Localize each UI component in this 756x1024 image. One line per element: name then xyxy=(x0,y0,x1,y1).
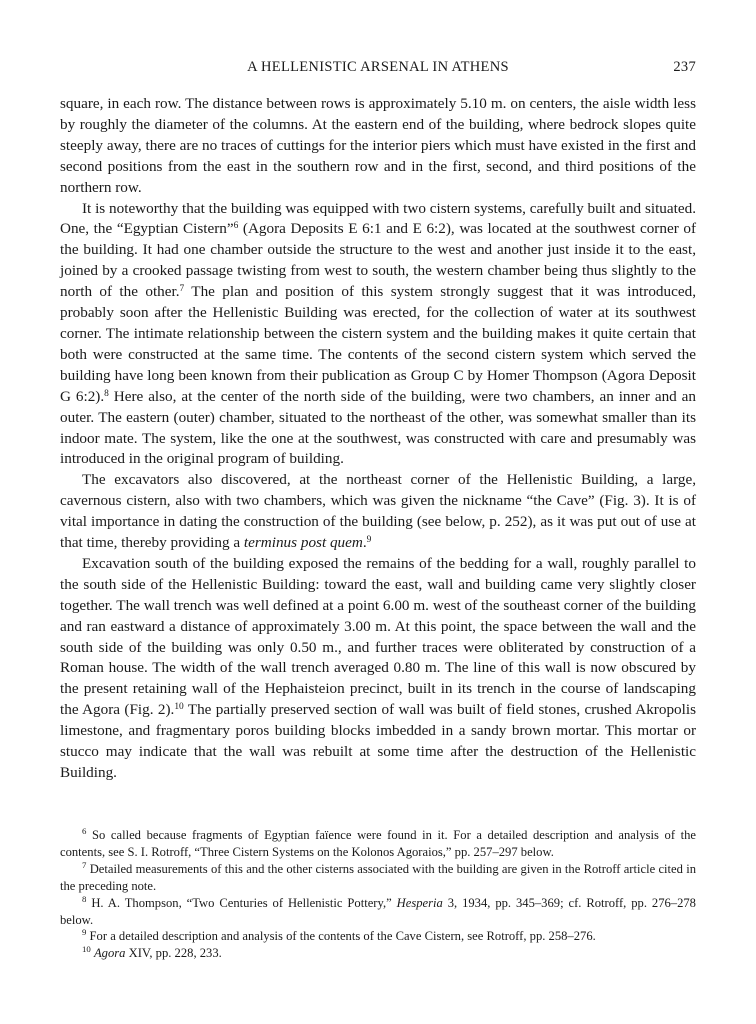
text-run: It is noteworthy that the building was equipped with two cistern systems, carefully built and situated. One, the “Egyptian Cistern” xyxy=(60,199,696,238)
italic-text: terminus post quem xyxy=(243,534,363,552)
text-run: So called because fragments of Egyptian faïence were found in it. For a detailed description and analysis of the contents, see S. I. Rotroff, “Three Cistern Systems on the Kolonos Agoraios,” pp. 257–297 below. xyxy=(60,828,696,859)
paragraph xyxy=(60,94,696,199)
footnote xyxy=(60,895,696,929)
footnote-marker: 6 xyxy=(82,826,87,837)
italic-text: Hesperia xyxy=(396,895,443,910)
text-run: (Agora Deposits E 6:1 and E 6:2), was located at the southwest corner of the building. It had one chamber outside the structure to the west and another just inside it to the east, joined by a crooked passage twisting from west to south, the western chamber being thus slightly to the north of the other. xyxy=(60,220,696,301)
running-header xyxy=(60,59,696,79)
footnotes xyxy=(60,827,696,962)
footnote-marker: 6 xyxy=(233,221,239,232)
footnote-marker: 10 xyxy=(174,702,184,713)
footnote-marker: 10 xyxy=(82,944,91,955)
paragraph xyxy=(60,199,696,471)
text-run: For a detailed description and analysis of the contents of the Cave Cistern, see Rotroff, pp. 258–276. xyxy=(86,929,596,944)
running-title: A HELLENISTIC ARSENAL IN ATHENS xyxy=(247,59,509,75)
text-run: H. A. Thompson, “Two Centuries of Hellenistic Pottery,” xyxy=(86,895,397,910)
text-run: 3, 1934, pp. 345–369; cf. Rotroff, pp. 276–278 below. xyxy=(60,895,696,927)
text-run: The plan and position of this system strongly suggest that it was introduced, probably soon after the Hellenistic Building was erected, for the collection of water at its southwest corner. The intimate relationship between the cistern system and the building makes it quite certain that both were constructed at the same time. The contents of the second cistern system which served the building have long been known from their publication as Group C by Homer Thompson (Agora Deposit G 6:2). xyxy=(60,283,696,405)
footnote-marker: 7 xyxy=(179,283,185,294)
footnote xyxy=(60,861,696,895)
footnote xyxy=(60,827,696,861)
paragraph xyxy=(60,470,696,554)
text-run: . xyxy=(362,534,367,552)
footnote-marker: 9 xyxy=(82,927,87,938)
article-body xyxy=(60,94,696,784)
italic-text: Agora xyxy=(93,946,126,961)
footnote-marker: 9 xyxy=(366,534,372,545)
footnote-marker: 7 xyxy=(82,859,87,870)
text-run: XIV, pp. 228, 233. xyxy=(125,946,222,961)
text-run: square, in each row. The distance between rows is approximately 5.10 m. on centers, the aisle width less by roughly the diameter of the columns. At the eastern end of the building, where bedrock slopes quite steeply away, there are no traces of cuttings for the interior piers which must have existed in the first and second positions from the east in the southern row and in the first, second, and third positions of the northern row. xyxy=(60,95,696,196)
text-run: The excavators also discovered, at the northeast corner of the Hellenistic Building, a large, cavernous cistern, also with two chambers, which was given the nickname “the Cave” (Fig. 3). It is of vital importance in dating the construction of the building (see below, p. 252), as it was put out of use at that time, thereby providing a xyxy=(60,471,696,552)
footnote-marker: 8 xyxy=(104,388,109,399)
text-run: Detailed measurements of this and the other cisterns associated with the building are given in the Rotroff article cited in the preceding note. xyxy=(60,861,696,893)
page-number: 237 xyxy=(673,59,696,75)
text-run: The partially preserved section of wall was built of field stones, crushed Akropolis limestone, and fragmentary poros building blocks imbedded in a sandy brown mortar. This mortar or stucco may indicate that the wall was rebuilt at some time after the destruction of the Hellenistic Building. xyxy=(60,701,696,781)
footnote-marker: 8 xyxy=(82,893,87,904)
footnote xyxy=(60,945,696,962)
text-run: Excavation south of the building exposed the remains of the bedding for a wall, roughly parallel to the south side of the Hellenistic Building: toward the east, wall and building came very slightly closer together. The wall trench was well defined at a point 6.00 m. west of the southeast corner of the building and ran eastward a distance of approximately 3.00 m. At this point, the space between the wall and the south side of the building was only 0.50 m., and further traces were obliterated by construction of a Roman house. The width of the wall trench averaged 0.80 m. The line of this wall is now obscured by the present retaining wall of the Hephaisteion precinct, built in its trench in the course of landscaping the Agora (Fig. 2). xyxy=(60,554,696,719)
paragraph xyxy=(60,554,696,784)
footnote xyxy=(60,928,696,945)
text-run: Here also, at the center of the north side of the building, were two chambers, an inner and an outer. The eastern (outer) chamber, situated to the northeast of the other, was somewhat smaller than its indoor mate. The system, like the one at the southwest, was constructed with care and presumably was introduced in the original program of building. xyxy=(60,387,696,468)
